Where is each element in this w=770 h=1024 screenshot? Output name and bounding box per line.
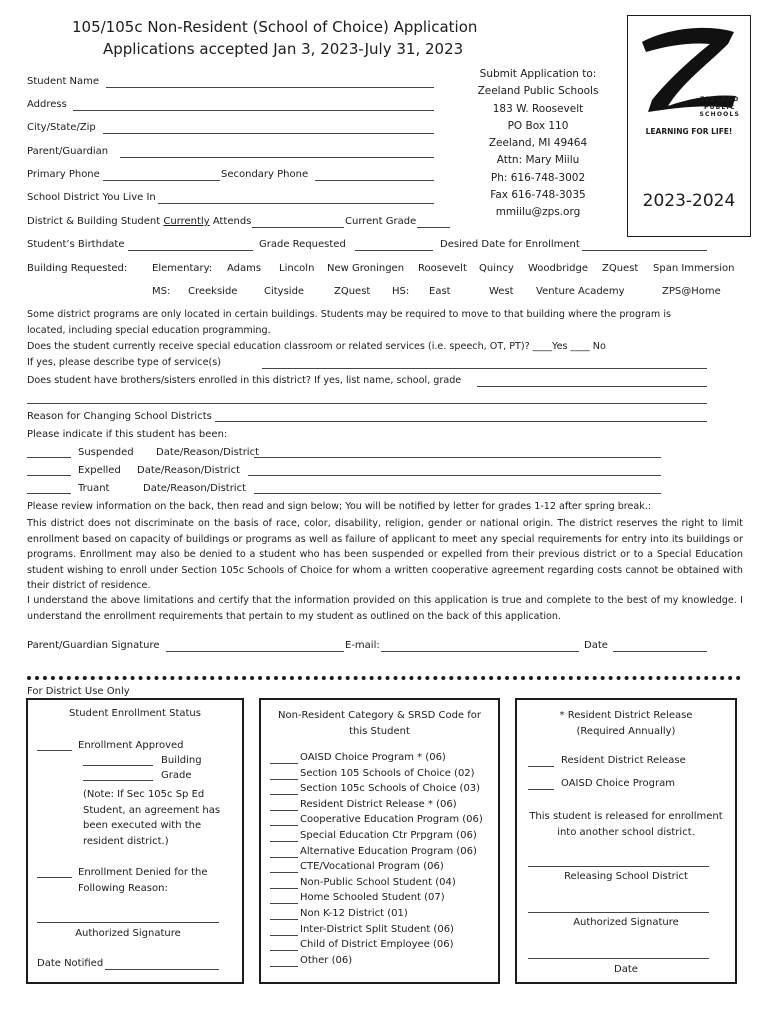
desired-date-field[interactable]	[582, 250, 707, 251]
category-check[interactable]	[270, 857, 298, 858]
date-label: Date	[584, 640, 608, 651]
program-note-line2: located, including special education programming.	[27, 325, 271, 336]
category-check[interactable]	[270, 794, 298, 795]
dotted-divider	[27, 676, 741, 680]
building-requested-label: Building Requested:	[27, 263, 128, 274]
district-live-field[interactable]	[158, 203, 434, 204]
release-date-label: Date	[614, 964, 638, 975]
sped-question: Does the student currently receive special education classroom or related services (i.e. speech, OT, PT)? ____Yes ____ No	[27, 341, 606, 352]
category-box	[259, 698, 500, 984]
parent-signature-field[interactable]	[166, 651, 344, 652]
sped-describe-label: If yes, please describe type of service(s)	[27, 357, 221, 368]
address-label: Address	[27, 99, 67, 110]
suspended-label: Suspended	[78, 447, 134, 458]
building-label: Building	[161, 755, 202, 766]
date-notified-label: Date Notified	[37, 958, 104, 969]
city-state-zip-field[interactable]	[103, 133, 434, 134]
email-label: E-mail:	[345, 640, 380, 651]
enrollment-status-title: Student Enrollment Status	[69, 708, 201, 719]
status-signature-label: Authorized Signature	[75, 928, 181, 939]
category-item: Special Education Ctr Prpgram (06)	[300, 830, 477, 841]
category-title: Non-Resident Category & SRSD Code for this Student	[277, 710, 481, 737]
page-title: 105/105c Non-Resident (School of Choice) Application	[72, 18, 478, 36]
building-option[interactable]: Cityside	[264, 286, 305, 297]
building-option[interactable]: ZQuest	[602, 263, 639, 274]
primary-phone-label: Primary Phone	[27, 169, 100, 180]
category-check[interactable]	[270, 825, 298, 826]
expelled-detail-field[interactable]	[248, 475, 661, 476]
indicate-label: Please indicate if this student has been:	[27, 429, 228, 440]
category-check[interactable]	[270, 903, 298, 904]
page-subtitle: Applications accepted Jan 3, 2023-July 31, 2023	[103, 40, 464, 58]
grade-requested-field[interactable]	[355, 250, 433, 251]
building-option[interactable]: New Groningen	[327, 263, 405, 274]
city-state-zip-label: City/State/Zip	[27, 122, 96, 133]
release-option-label: Resident District Release	[561, 755, 686, 766]
sped-note: (Note: If Sec 105c Sp Ed Student, an agreement has been executed with the resident district.)	[83, 789, 221, 847]
secondary-phone-label: Secondary Phone	[221, 169, 309, 180]
category-check[interactable]	[270, 966, 298, 967]
category-check[interactable]	[270, 919, 298, 920]
approved-check[interactable]	[37, 750, 72, 751]
category-item: Alternative Education Program (06)	[300, 845, 477, 857]
logo-box	[627, 15, 751, 237]
truant-detail-field[interactable]	[254, 493, 661, 494]
building-option[interactable]: West	[489, 286, 514, 297]
oaisd-check[interactable]	[528, 789, 554, 790]
category-item: Non K-12 District (01)	[300, 908, 408, 919]
grade-requested-label: Grade Requested	[259, 239, 346, 250]
program-note-line1: Some district programs are only located in certain buildings. Students may be required to move to that building where the program is	[27, 309, 671, 320]
category-check[interactable]	[270, 950, 298, 951]
status-signature-field[interactable]	[37, 922, 219, 923]
category-item: CTE/Vocational Program (06)	[300, 861, 444, 873]
truant-detail-label: Date/Reason/District	[143, 483, 247, 494]
birthdate-field[interactable]	[128, 250, 253, 251]
building-option[interactable]: Adams	[227, 263, 262, 274]
truant-label: Truant	[78, 483, 110, 494]
release-signature-label: Authorized Signature	[573, 917, 679, 928]
certification-paragraph: I understand the above limitations and certify that the information provided on this application is true and complete to the best of my knowledge. I understand the enrollment requirements that pertain to my student as outlined on the back of this application.	[27, 595, 743, 622]
address-field[interactable]	[73, 110, 434, 111]
releasing-district-field[interactable]	[528, 866, 709, 867]
secondary-phone-field[interactable]	[315, 180, 434, 181]
category-item: Child of District Employee (06)	[300, 939, 454, 951]
building-option[interactable]: Quincy	[479, 263, 514, 274]
release-box	[515, 698, 737, 984]
expelled-detail-label: Date/Reason/District	[137, 465, 241, 476]
building-option[interactable]: Woodbridge	[528, 263, 588, 274]
siblings-field[interactable]	[477, 386, 707, 387]
building-option[interactable]: East	[429, 286, 451, 297]
submit-address: Submit Application to: Zeeland Public Schools 183 W. Roosevelt PO Box 110 Zeeland, MI 49464 Attn: Mary Miilu Ph: 616-748-3002 Fax 616-748-3035 mmiilu@zps.org	[458, 66, 618, 222]
building-option[interactable]: Venture Academy	[536, 286, 625, 297]
category-check[interactable]	[270, 935, 298, 936]
building-option[interactable]: Roosevelt	[418, 263, 467, 274]
release-signature-field[interactable]	[528, 912, 709, 913]
category-check[interactable]	[270, 810, 298, 811]
school-year: 2023-2024	[642, 191, 736, 211]
current-grade-label: Current Grade	[345, 216, 417, 227]
category-check[interactable]	[270, 763, 298, 764]
enrollment-status-box	[26, 698, 244, 984]
category-item: Non-Public School Student (04)	[300, 876, 456, 888]
release-date-field[interactable]	[528, 958, 709, 959]
district-building-label: District & Building Student Currently Attends	[27, 216, 252, 227]
releasing-district-label: Releasing School District	[564, 871, 688, 882]
building-option[interactable]: Lincoln	[279, 263, 315, 274]
suspended-detail-label: Date/Reason/District	[156, 447, 260, 458]
release-title: * Resident District Release (Required Annually)	[559, 710, 693, 737]
building-field[interactable]	[83, 765, 153, 766]
sped-describe-field[interactable]	[262, 368, 707, 369]
district-use-label: For District Use Only	[27, 686, 130, 697]
suspended-check[interactable]	[27, 457, 71, 458]
hs-label: HS:	[392, 286, 410, 297]
parent-signature-label: Parent/Guardian Signature	[27, 640, 160, 651]
building-option[interactable]: Span Immersion	[653, 263, 735, 274]
release-check[interactable]	[528, 766, 554, 767]
category-item: Resident District Release * (06)	[300, 798, 457, 810]
expelled-label: Expelled	[78, 465, 121, 476]
suspended-detail-field[interactable]	[254, 457, 661, 458]
building-option[interactable]: ZQuest	[334, 286, 371, 297]
approved-label: Enrollment Approved	[78, 740, 184, 751]
denied-label: Enrollment Denied for the Following Reason:	[78, 867, 208, 894]
date-field[interactable]	[613, 651, 707, 652]
parent-guardian-field[interactable]	[120, 157, 434, 158]
email-link[interactable]: mmiilu@zps.org	[495, 206, 581, 219]
student-name-field[interactable]	[106, 87, 434, 88]
reason-label: Reason for Changing School Districts	[27, 411, 212, 422]
oaisd-option-label: OAISD Choice Program	[561, 778, 675, 789]
birthdate-label: Student’s Birthdate	[27, 239, 125, 250]
category-item: Home Schooled Student (07)	[300, 892, 445, 904]
current-grade-field[interactable]	[417, 227, 450, 228]
reason-field[interactable]	[215, 421, 707, 422]
category-item: Inter-District Split Student (06)	[300, 923, 454, 935]
ms-label: MS:	[152, 286, 171, 297]
building-option[interactable]: Creekside	[188, 286, 238, 297]
release-statement: This student is released for enrollment into another school district.	[529, 811, 723, 838]
category-check[interactable]	[270, 841, 298, 842]
logo-tagline: LEARNING FOR LIFE!	[645, 127, 733, 136]
siblings-label: Does student have brothers/sisters enrolled in this district? If yes, list name, school, grade	[27, 375, 462, 386]
district-building-field[interactable]	[252, 227, 344, 228]
email-field[interactable]	[381, 651, 579, 652]
review-instruction: Please review information on the back, then read and sign below; You will be notified by letter for grades 1-12 after spring break.:	[27, 501, 652, 512]
category-item: Cooperative Education Program (06)	[300, 814, 483, 826]
date-notified-field[interactable]	[105, 969, 219, 970]
parent-guardian-label: Parent/Guardian	[27, 146, 109, 157]
building-option[interactable]: ZPS@Home	[662, 286, 721, 297]
category-item: Section 105c Schools of Choice (03)	[300, 783, 481, 795]
denied-check[interactable]	[37, 877, 72, 878]
desired-date-label: Desired Date for Enrollment	[440, 239, 580, 250]
category-check[interactable]	[270, 872, 298, 873]
category-item: Section 105 Schools of Choice (02)	[300, 767, 475, 779]
elementary-label: Elementary:	[152, 263, 213, 274]
grade-field[interactable]	[83, 780, 153, 781]
category-check[interactable]	[270, 888, 298, 889]
category-check[interactable]	[270, 779, 298, 780]
district-live-label: School District You Live In	[27, 192, 156, 203]
category-item: OAISD Choice Program * (06)	[300, 752, 446, 763]
expelled-check[interactable]	[27, 475, 71, 476]
grade-label: Grade	[161, 770, 192, 781]
student-name-label: Student Name	[27, 76, 100, 87]
nondiscrimination-paragraph: This district does not discriminate on the basis of race, color, disability, religion, gender or national origin. The district reserves the right to limit enrollment based on capacity of buildings or programs as well as failure of applicant to meet any special requirements for entry into its buildings or programs. Enrollment may also be denied to a student who has been suspended or expelled from their previous district or to a Special Education student wishing to enroll under Section 105c Schools of Choice for whom a written cooperative agreement regarding costs cannot be obtained with their district of residence.	[27, 518, 743, 591]
category-item: Other (06)	[300, 954, 353, 966]
primary-phone-field[interactable]	[103, 180, 220, 181]
siblings-field-2[interactable]	[27, 403, 707, 404]
logo-org-name: ZEELAND PUBLIC SCHOOLS	[699, 96, 740, 118]
truant-check[interactable]	[27, 493, 71, 494]
